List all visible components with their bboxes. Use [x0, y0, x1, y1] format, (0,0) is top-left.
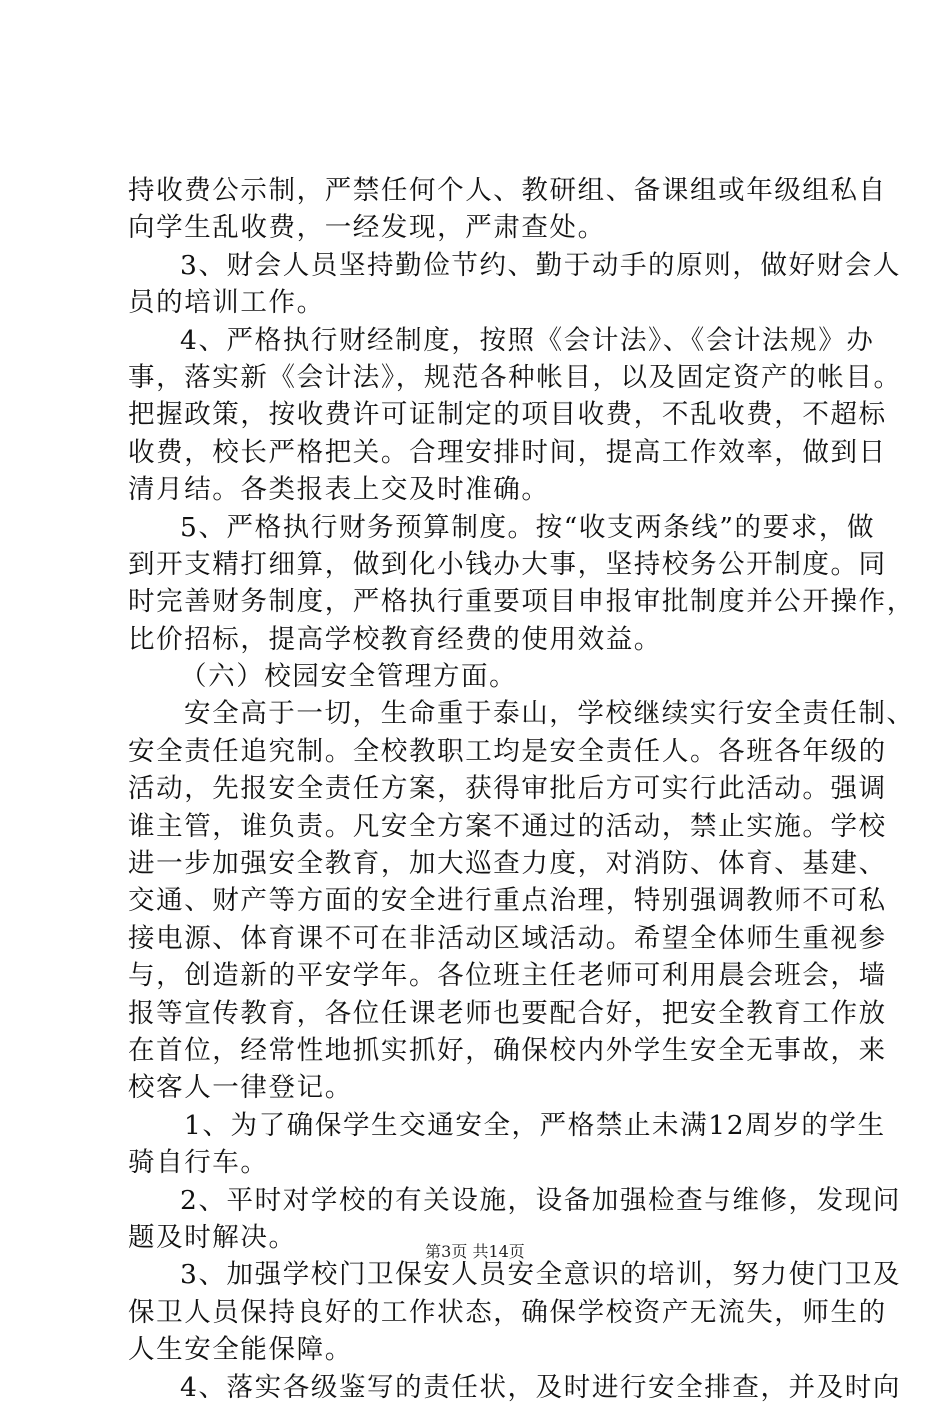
text-line: 事，落实新《会计法》，规范各种帐目，以及固定资产的帐目。	[128, 361, 902, 393]
text-line: 活动，先报安全责任方案，获得审批后方可实行此活动。强调	[128, 773, 887, 805]
text-line: 收费，校长严格把关。合理安排时间，提高工作效率，做到日	[128, 436, 887, 468]
text-line: 交通、财产等方面的安全进行重点治理，特别强调教师不可私	[128, 885, 887, 917]
text-line: 保卫人员保持良好的工作状态，确保学校资产无流失，师生的	[128, 1296, 887, 1328]
page-number-footer: 第3页 共14页	[425, 1242, 525, 1261]
text-line: 持收费公示制，严禁任何个人、教研组、备课组或年级组私自	[128, 175, 887, 206]
text-line: 5、严格执行财务预算制度。按“收支两条线”的要求，做	[180, 511, 876, 543]
text-line: 人生安全能保障。	[128, 1334, 353, 1366]
text-line: 报等宣传教育，各位任课老师也要配合好，把安全教育工作放	[128, 997, 887, 1029]
text-line: 3、财会人员坚持勤俭节约、勤于动手的原则，做好财会人	[180, 249, 901, 281]
text-line: 时完善财务制度，严格执行重要项目申报审批制度并公开操作，	[128, 586, 915, 618]
text-line: 向学生乱收费，一经发现，严肃查处。	[128, 212, 606, 244]
text-line: 安全责任追究制。全校教职工均是安全责任人。各班各年级的	[128, 735, 887, 767]
text-line: 在首位，经常性地抓实抓好，确保校内外学生安全无事故，来	[128, 1034, 887, 1066]
text-line: 4、落实各级鉴写的责任状，及时进行安全排查，并及时向	[180, 1371, 901, 1403]
text-line: 进一步加强安全教育，加大巡查力度，对消防、体育、基建、	[128, 848, 887, 880]
text-line: 校客人一律登记。	[128, 1072, 353, 1104]
text-line: 到开支精打细算，做到化小钱办大事，坚持校务公开制度。同	[128, 548, 887, 580]
text-line: 1、为了确保学生交通安全，严格禁止未满12周岁的学生	[184, 1109, 886, 1141]
text-line: 3、加强学校门卫保安人员安全意识的培训，努力使门卫及	[180, 1259, 901, 1291]
text-line: 把握政策，按收费许可证制定的项目收费，不乱收费，不超标	[128, 399, 887, 431]
text-line: 清月结。各类报表上交及时准确。	[128, 474, 550, 506]
document-body	[128, 172, 915, 1406]
text-line: 接电源、体育课不可在非活动区域活动。希望全体师生重视参	[128, 922, 887, 954]
text-line: （六）校园安全管理方面。	[180, 661, 518, 693]
text-line: 4、严格执行财经制度，按照《会计法》、《会计法规》办	[180, 324, 875, 356]
text-line: 题及时解决。	[128, 1221, 297, 1253]
text-line: 员的培训工作。	[128, 287, 325, 319]
text-line: 比价招标，提高学校教育经费的使用效益。	[128, 623, 662, 655]
text-line: 安全高于一切，生命重于泰山，学校继续实行安全责任制、	[184, 698, 915, 730]
text-line: 与，创造新的平安学年。各位班主任老师可利用晨会班会，墙	[128, 960, 887, 992]
text-line: 谁主管，谁负责。凡安全方案不通过的活动，禁止实施。学校	[128, 810, 887, 842]
body-paragraphs	[128, 172, 915, 1406]
text-line: 2、平时对学校的有关设施，设备加强检查与维修，发现问	[180, 1184, 901, 1216]
text-line: 骑自行车。	[128, 1147, 269, 1179]
